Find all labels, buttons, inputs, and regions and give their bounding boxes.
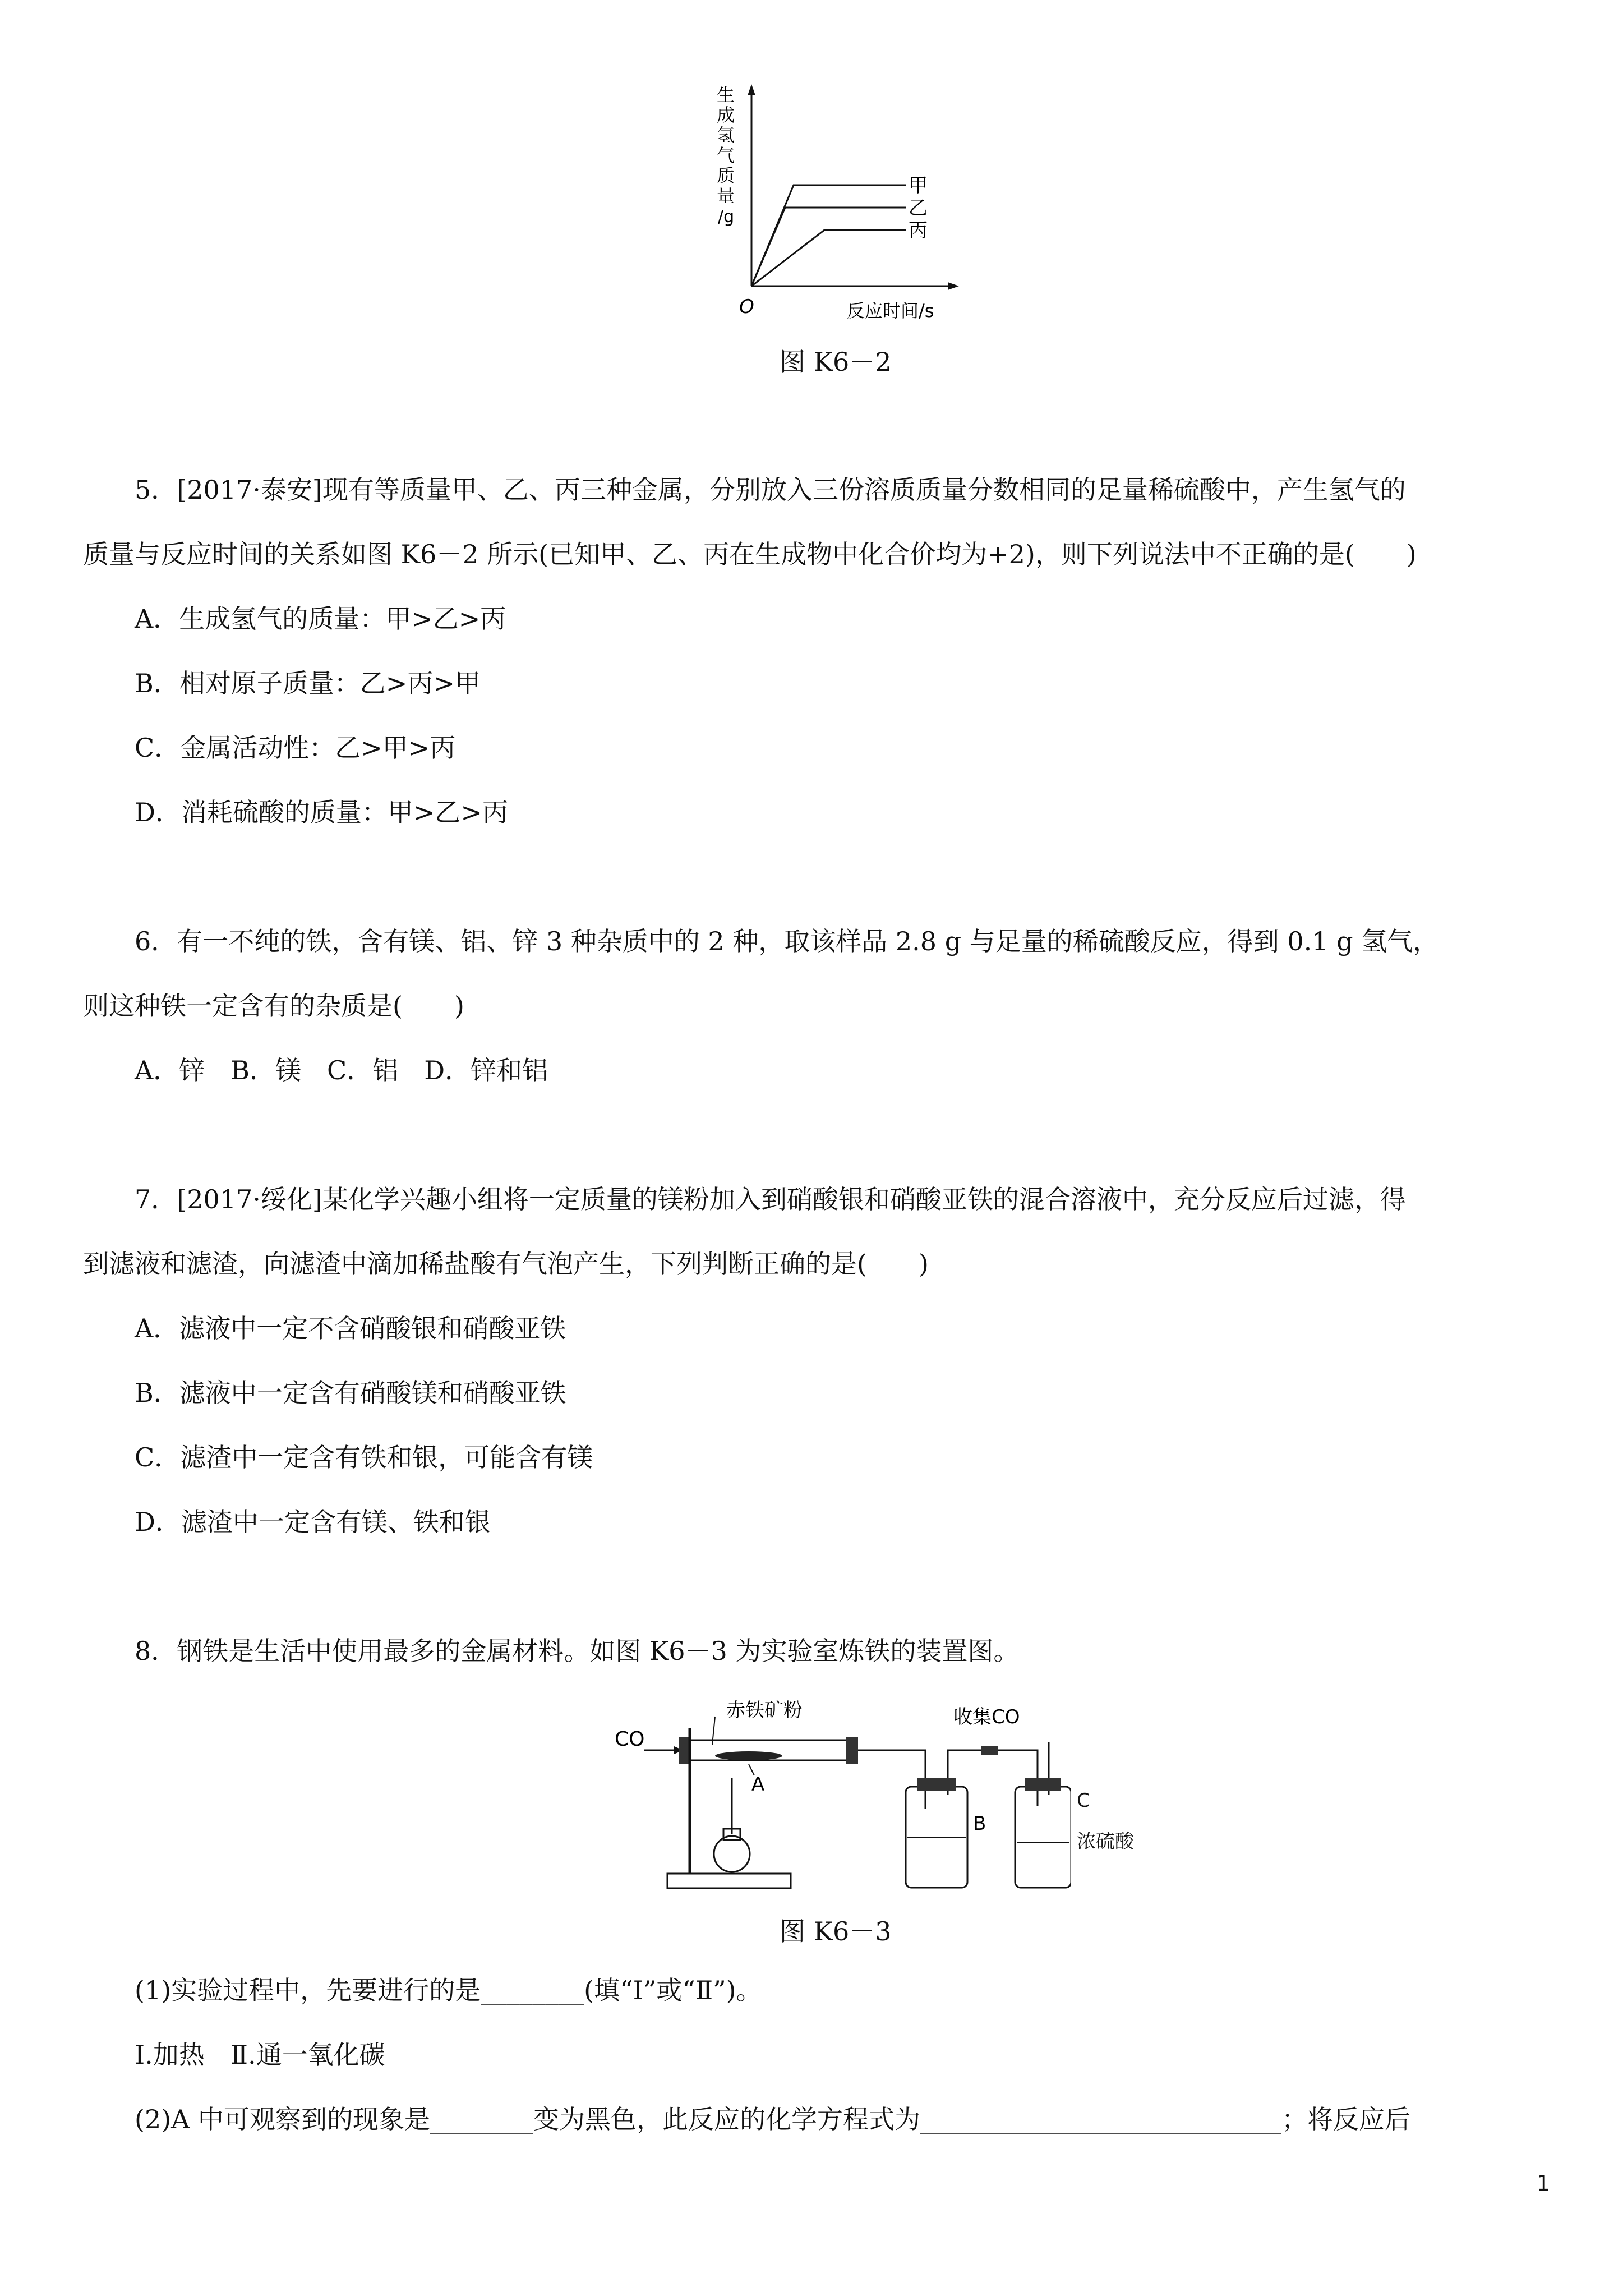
tube-stopper-right: [846, 1737, 858, 1764]
series-label-jia: 甲: [909, 174, 928, 197]
y-axis-label-char: 成: [717, 104, 735, 126]
ore-label: 赤铁矿粉: [726, 1699, 803, 1722]
q7-line-1: 7．[2017·绥化]某化学兴趣小组将一定质量的镁粉加入到硝酸银和硝酸亚铁的混合溶液中，充分反应后过滤，得: [135, 1184, 1406, 1214]
label-b: B: [973, 1812, 986, 1835]
series-line-yi: [751, 208, 906, 286]
origin-label: O: [739, 296, 754, 318]
series-line-bing: [751, 230, 906, 286]
q5-option-c: C．金属活动性：乙>甲>丙: [135, 733, 456, 763]
q8-intro: 8．钢铁是生活中使用最多的金属材料。如图 K6－3 为实验室炼铁的装置图。: [135, 1636, 1020, 1666]
y-axis-label: [717, 84, 735, 227]
y-axis-label-char: 质: [717, 165, 735, 186]
figure-k6-2: [712, 79, 970, 337]
clamp-1: [981, 1746, 998, 1755]
label-a: A: [751, 1773, 765, 1796]
q5-option-d: D．消耗硫酸的质量：甲>乙>丙: [135, 797, 508, 827]
co-label: CO: [615, 1728, 645, 1751]
q8-sub2: (2)A 中可观察到的现象是________变为黑色，此反应的化学方程式为____________________________；将反应后: [135, 2104, 1411, 2134]
q5-option-b: B．相对原子质量：乙>丙>甲: [135, 668, 481, 698]
bottle-c-stopper: [1025, 1778, 1061, 1791]
q8-sub1: (1)实验过程中，先要进行的是________(填“Ⅰ”或“Ⅱ”)。: [135, 1975, 762, 2005]
y-axis-label-unit: /g: [718, 207, 735, 227]
series-label-yi: 乙: [909, 197, 928, 219]
collect-co-label: 收集CO: [953, 1706, 1020, 1728]
ore-powder: [715, 1751, 782, 1760]
bottle-b-stopper: [917, 1778, 956, 1791]
q8-sub1-options: Ⅰ.加热 Ⅱ.通一氧化碳: [135, 2040, 385, 2070]
q7-option-d: D．滤渣中一定含有镁、铁和银: [135, 1507, 491, 1537]
label-conc-sulfuric-acid: 浓硫酸: [1077, 1830, 1134, 1853]
q7-option-a: A．滤液中一定不含硝酸银和硝酸亚铁: [135, 1313, 566, 1343]
stand-base: [667, 1874, 791, 1888]
series-line-jia: [751, 185, 906, 286]
tube-b-to-c: [948, 1750, 1038, 1806]
y-axis-label-char: 气: [717, 145, 735, 166]
alcohol-lamp: [714, 1836, 750, 1872]
q7-option-b: B．滤液中一定含有硝酸镁和硝酸亚铁: [135, 1378, 566, 1408]
figure-k6-3-caption: 图 K6－3: [780, 1916, 892, 1947]
y-axis-label-char: 生: [717, 84, 735, 105]
label-c: C: [1077, 1789, 1090, 1812]
q6-line-1: 6．有一不纯的铁，含有镁、铝、锌 3 种杂质中的 2 种，取该样品 2.8 g 与足量的稀硫酸反应，得到 0.1 g 氢气，: [135, 926, 1439, 956]
q7-line-2: 到滤液和滤渣，向滤渣中滴加稀盐酸有气泡产生，下列判断正确的是( ): [83, 1249, 929, 1279]
y-axis-label-char: 量: [717, 185, 735, 206]
q6-line-2: 则这种铁一定含有的杂质是( ): [83, 991, 464, 1021]
q5-line-2: 质量与反应时间的关系如图 K6－2 所示(已知甲、乙、丙在生成物中化合价均为+2)，则下列说法中不正确的是( ): [83, 539, 1417, 569]
q6-options: A．锌 B．镁 C．铝 D．锌和铝: [135, 1055, 548, 1085]
x-axis-arrow: [948, 282, 959, 290]
series-label-bing: 丙: [909, 219, 928, 242]
y-axis-arrow: [748, 84, 755, 95]
tube-to-b: [858, 1750, 925, 1809]
figure-k6-2-caption: 图 K6－2: [780, 347, 892, 377]
x-axis-label: 反应时间/s: [847, 300, 934, 321]
y-axis-label-char: 氢: [717, 125, 735, 146]
page-number: 1: [1537, 2171, 1551, 2196]
q5-line-1: 5．[2017·泰安]现有等质量甲、乙、丙三种金属，分别放入三份溶质质量分数相同的足量稀硫酸中，产生氢气的: [135, 475, 1406, 505]
figure-k6-3: [611, 1694, 1071, 1902]
bottle-c: [1015, 1787, 1071, 1888]
q5-option-a: A．生成氢气的质量：甲>乙>丙: [135, 604, 506, 634]
q7-option-c: C．滤渣中一定含有铁和银，可能含有镁: [135, 1442, 593, 1473]
